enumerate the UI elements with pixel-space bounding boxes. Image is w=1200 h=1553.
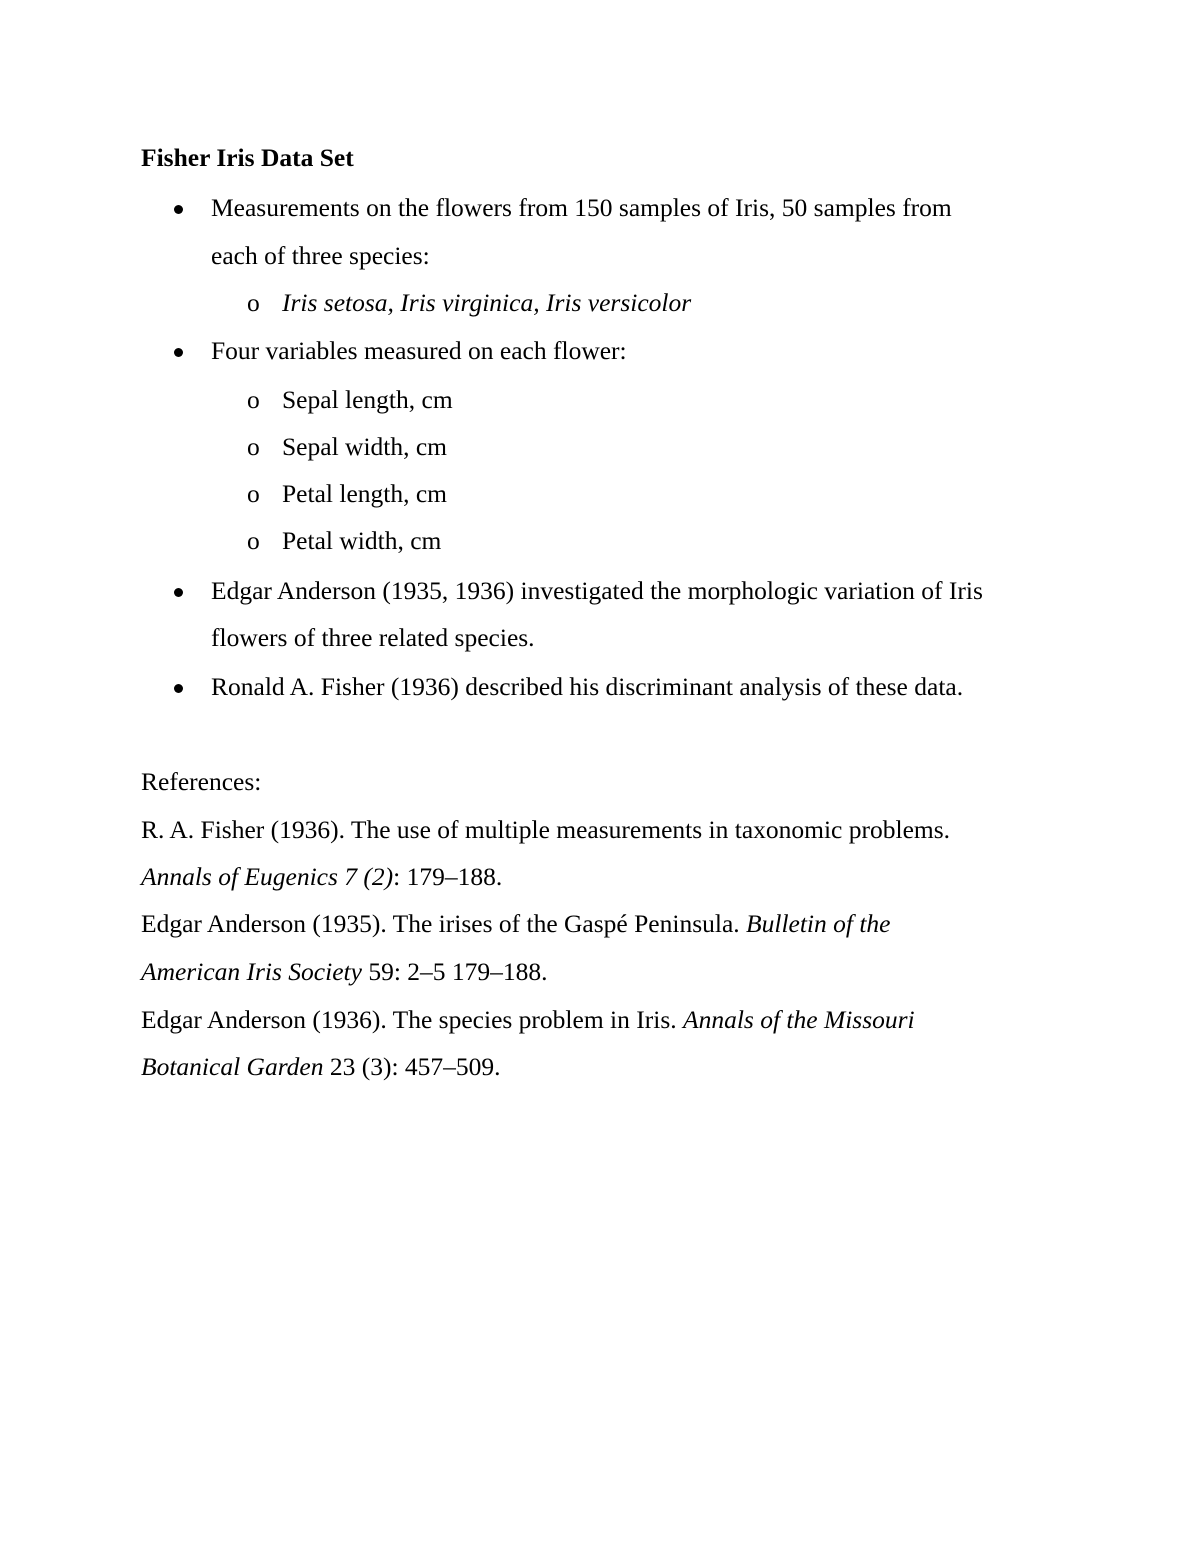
sub-bullet-marker: o [247,479,260,508]
bullet-dot [174,588,183,597]
bullet-dot [174,684,183,693]
bullet-dot [174,205,183,214]
bullet-text: Edgar Anderson (1935, 1936) investigated the morphologic variation of Iris [211,576,983,605]
journal-name: Botanical Garden [141,1052,324,1081]
sub-bullet-marker: o [247,526,260,555]
reference-pages: 59: 2–5 179–188. [361,957,548,986]
species-list: Iris setosa, Iris virginica, Iris versicolor [282,288,692,317]
document-title: Fisher Iris Data Set [141,143,354,172]
reference-citation: Edgar Anderson (1936). The species problem in Iris. [141,1005,683,1034]
bullet-dot [174,348,183,357]
bullet-text: Measurements on the flowers from 150 samples of Iris, 50 samples from [211,193,952,222]
bullet-text: Ronald A. Fisher (1936) described his discriminant analysis of these data. [211,672,964,701]
reference-citation: Edgar Anderson (1935). The irises of the Gaspé Peninsula. [141,909,747,938]
journal-name: Bulletin of the [746,909,891,938]
bullet-text: Four variables measured on each flower: [211,336,627,365]
reference-line [141,862,502,892]
variable-item: Sepal width, cm [282,432,448,461]
journal-name: American Iris Society [141,957,362,986]
sub-bullet-marker: o [247,432,260,461]
reference-line [141,1005,915,1035]
journal-name: Annals of the Missouri [683,1005,915,1034]
reference-line [141,909,891,939]
variable-item: Sepal length, cm [282,385,453,414]
reference-line [141,957,548,987]
variable-item: Petal width, cm [282,526,442,555]
reference-pages: 23 (3): 457–509. [323,1052,501,1081]
reference-line: R. A. Fisher (1936). The use of multiple measurements in taxonomic problems. [141,815,951,844]
references-heading: References: [141,767,262,796]
variable-item: Petal length, cm [282,479,448,508]
reference-pages: : 179–188. [393,862,503,891]
reference-line [141,1052,501,1082]
bullet-text: each of three species: [211,241,430,270]
bullet-text: flowers of three related species. [211,623,535,652]
sub-bullet-marker: o [247,288,260,317]
sub-bullet-marker: o [247,385,260,414]
journal-name: Annals of Eugenics 7 (2) [141,862,394,891]
